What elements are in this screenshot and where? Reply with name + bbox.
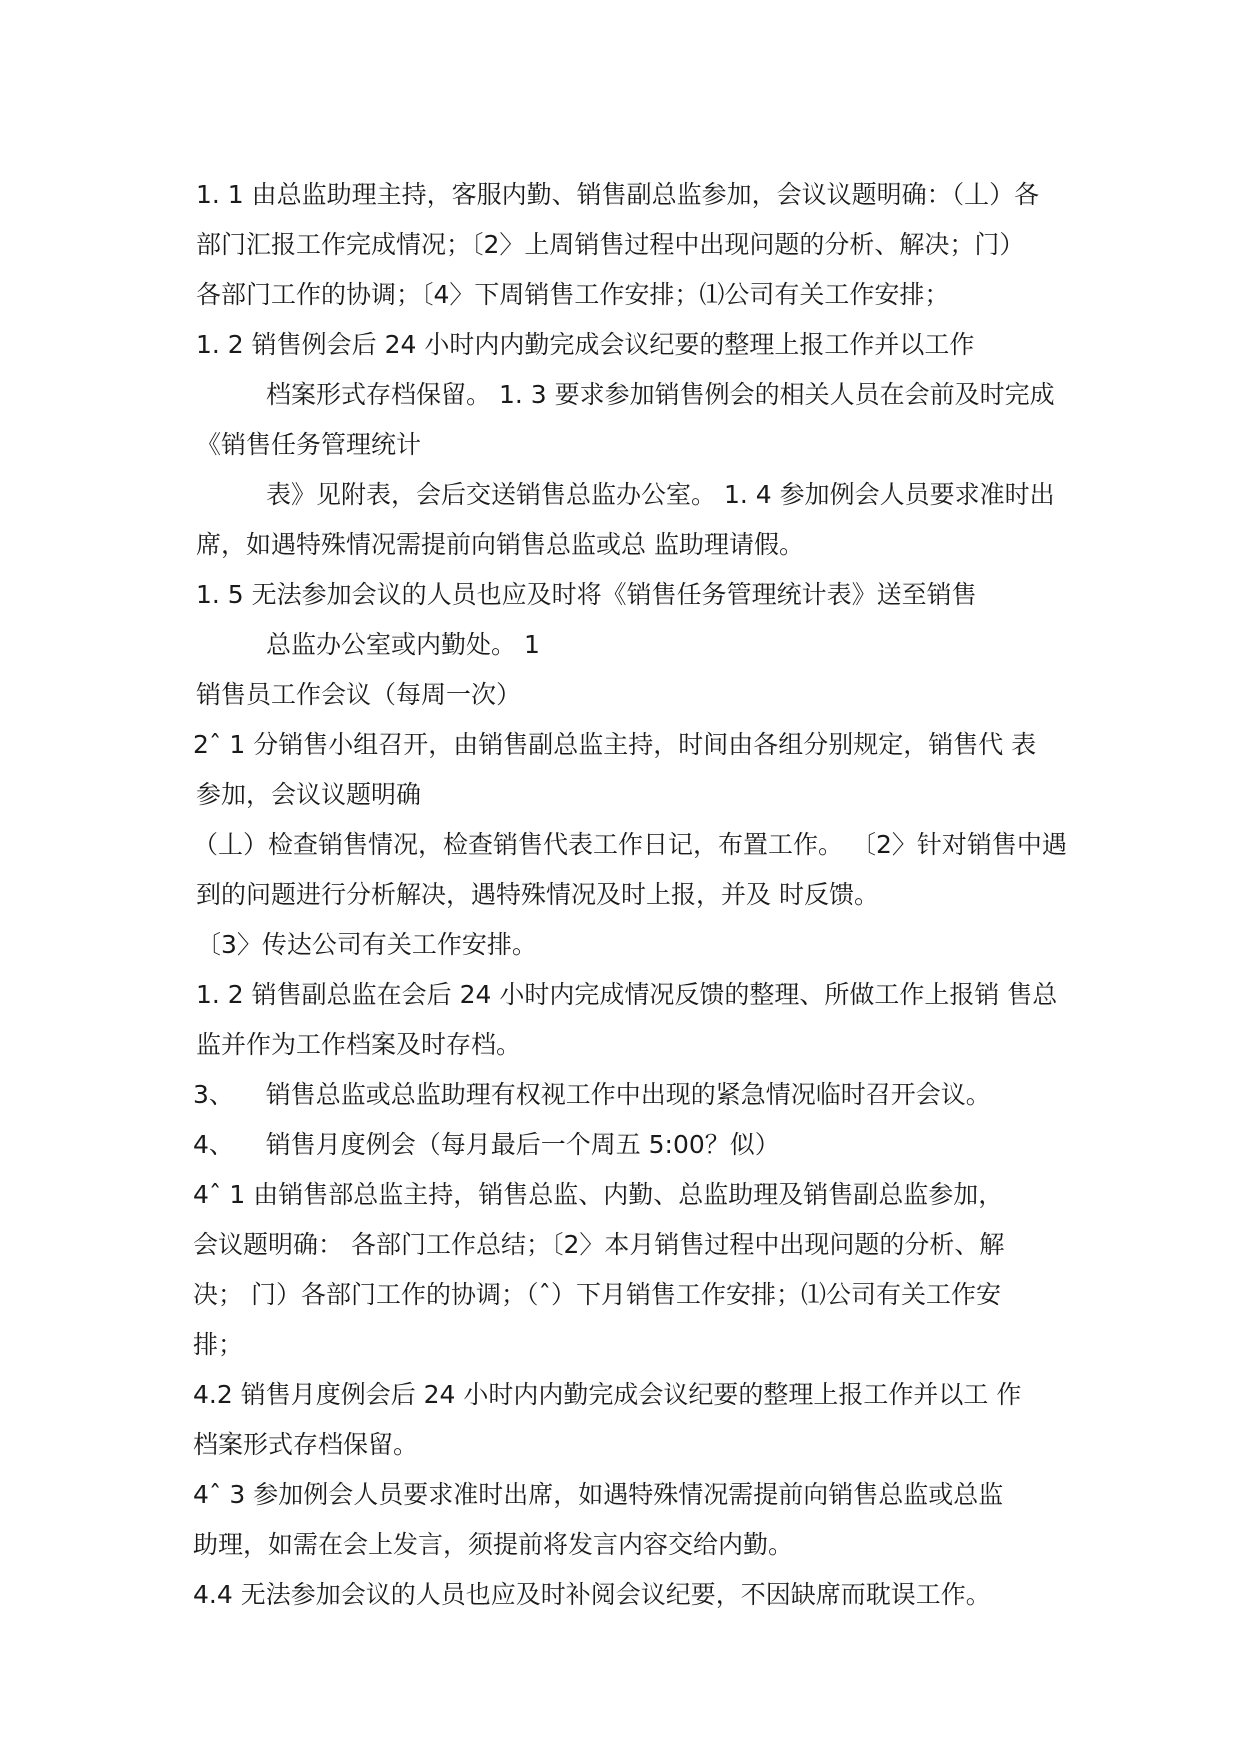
text-line: 4.4 无法参加会议的人员也应及时补阅会议纪要，不因缺席而耽误工作。	[193, 1580, 991, 1609]
text-line: 助理，如需在会上发言，须提前将发言内容交给内勤。	[193, 1530, 794, 1559]
text-line: 4、 销售月度例会（每月最后一个周五 5:00？似）	[193, 1130, 780, 1159]
text-line: 销售员工作会议（每周一次）	[196, 680, 522, 709]
text-line: 会议题明确： 各部门工作总结；〔2〉本月销售过程中出现问题的分析、解	[193, 1230, 1005, 1259]
text-line: 3、 销售总监或总监助理有权视工作中出现的紧急情况临时召开会议。	[193, 1080, 991, 1109]
text-line: 监并作为工作档案及时存档。	[196, 1030, 522, 1059]
text-line: 档案形式存档保留。 1. 3 要求参加销售例会的相关人员在会前及时完成	[266, 380, 1055, 409]
text-line: 1. 5 无法参加会议的人员也应及时将《销售任务管理统计表》送至销售	[196, 580, 977, 609]
text-line: 4ˆ 1 由销售部总监主持，销售总监、内勤、总监助理及销售副总监参加，	[193, 1180, 1004, 1209]
text-line: （丄）检查销售情况，检查销售代表工作日记，布置工作。 〔2〉针对销售中遇	[193, 830, 1067, 859]
text-line: 4ˆ 3 参加例会人员要求准时出席，如遇特殊情况需提前向销售总监或总监	[193, 1480, 1004, 1509]
text-line: 到的问题进行分析解决，遇特殊情况及时上报，并及 时反馈。	[196, 880, 879, 909]
text-line: 1. 2 销售例会后 24 小时内内勤完成会议纪要的整理上报工作并以工作	[196, 330, 975, 359]
text-line: 各部门工作的协调；〔4〉下周销售工作安排；⑴公司有关工作安排；	[196, 280, 950, 309]
text-line: 决； 门）各部门工作的协调；（ˆ）下月销售工作安排；⑴公司有关工作安	[193, 1280, 1001, 1309]
text-line: 参加，会议议题明确	[196, 780, 422, 809]
text-line: 总监办公室或内勤处。 1	[266, 630, 540, 659]
text-line: 〔3〉传达公司有关工作安排。	[196, 930, 537, 959]
text-line: 表》见附表，会后交送销售总监办公室。 1. 4 参加例会人员要求准时出	[266, 480, 1055, 509]
text-line: 1. 1 由总监助理主持，客服内勤、销售副总监参加，会议议题明确：（丄）各	[196, 180, 1040, 209]
text-line: 1. 2 销售副总监在会后 24 小时内完成情况反馈的整理、所做工作上报销 售总	[196, 980, 1058, 1009]
text-line: 《销售任务管理统计	[196, 430, 422, 459]
text-line: 4.2 销售月度例会后 24 小时内内勤完成会议纪要的整理上报工作并以工 作	[193, 1380, 1022, 1409]
text-line: 部门汇报工作完成情况；〔2〉上周销售过程中出现问题的分析、解决；门）	[196, 230, 1025, 259]
text-line: 2ˆ 1 分销售小组召开，由销售副总监主持，时间由各组分别规定，销售代 表	[193, 730, 1037, 759]
text-line: 档案形式存档保留。	[193, 1430, 419, 1459]
text-line: 排；	[193, 1330, 244, 1359]
text-line: 席，如遇特殊情况需提前向销售总监或总 监助理请假。	[196, 530, 804, 559]
